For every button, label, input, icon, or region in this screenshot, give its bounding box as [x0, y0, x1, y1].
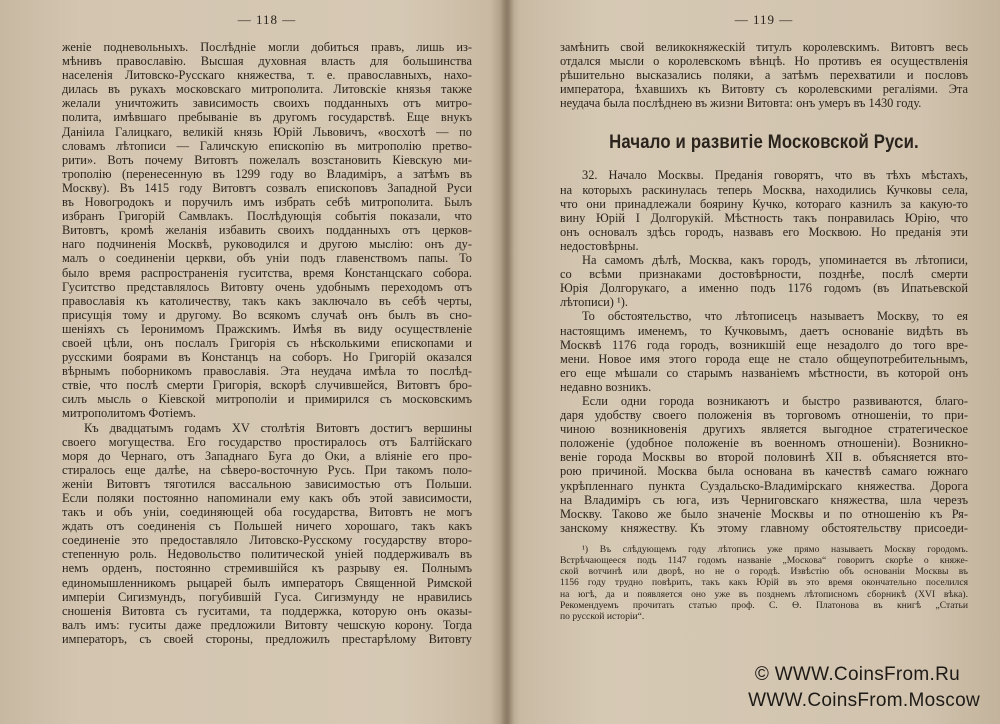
text-line: моря до Чернаго, отъ Западнаго Буга до Оки, а вліяніе его про-: [62, 448, 472, 463]
text-line: по русской исторіи“.: [560, 611, 645, 623]
text-line: Москву. Таково же было значеніе Москвы и по отношенію къ Ря-: [560, 506, 968, 521]
text-line: женіи Витовтъ тяготился вассальною зависимостью отъ Польши.: [62, 476, 472, 491]
text-line: его еще мѣшали со старымъ названіемъ мѣстности, въ которой онъ: [560, 365, 968, 380]
text-line: недостовѣрны.: [560, 238, 639, 253]
text-line: мѣнивъ православію. Высшая духовная власть для большинства: [62, 54, 472, 69]
text-line: рѣшительно высказались поляки, а затѣмъ перехватили и пословъ: [560, 68, 968, 83]
text-line: положеніе (удобное положеніе въ военномъ отношеніи). Возникно-: [560, 436, 968, 451]
text-line: желали уничтожить зависимость своихъ подданныхъ отъ митро-: [62, 96, 472, 111]
text-line: занскому княжеству. Къ этому главному обстоятельству присоеди-: [560, 520, 968, 535]
text-line: 1156 году трудно повѣрить, такъ какъ Юрій въ это время окончательно поселился: [560, 577, 968, 589]
text-line: императоръ, съ своей стороны, предложилъ престарѣлому Витовту: [62, 631, 472, 646]
text-line: словамъ лѣтописи — Галичскую епископію въ митрополію претво-: [62, 138, 472, 153]
text-line: на которыхъ раскинулась теперь Москва, находились Кучковы села,: [560, 182, 968, 197]
text-line: своего могущества. Его государство простиралось отъ Балтійскаго: [62, 434, 472, 449]
text-line: Даніила Галицкаго, великій князь Юрій Львовичъ, «восхотѣ — по: [62, 124, 472, 139]
text-line: императора, ѣхавшихъ къ Витовту съ королевскими регаліями. Эта: [560, 82, 968, 97]
right-page-intro-text: [560, 40, 968, 110]
text-line: степенную роль. Недовольство политической уніей поддерживалъ въ: [62, 547, 472, 562]
text-line: лѣтописи) ¹).: [560, 295, 628, 310]
text-line: онъ основалъ здѣсь городъ, назвавъ его Москвою. Но преданія эти: [560, 224, 968, 239]
text-line: дилась въ рукахъ московскаго митрополита. Литовскіе князья также: [62, 82, 472, 97]
text-line: Къ двадцатымъ годамъ XV столѣтія Витовтъ достигъ вершины: [84, 420, 472, 435]
text-line: недавно возникъ.: [560, 379, 652, 394]
text-line: на югѣ, да и появляется оно уже въ позднемъ лѣтописномъ сборникѣ (XVI вѣка).: [560, 588, 968, 600]
text-line: Витовтъ, кромѣ желанія избавить своихъ подданныхъ отъ церков-: [62, 223, 472, 238]
text-line: сношенія Витовта съ гуситами, та поддержка, которую онъ оказы-: [62, 603, 472, 618]
left-page-number: — 118 —: [237, 12, 297, 27]
text-line: Гуситство представлялось Витовту очень удобнымъ переходомъ отъ: [62, 279, 472, 294]
right-page-number: — 119 —: [734, 12, 794, 27]
text-line: Москву). Въ 1415 году Витовтъ созвалъ епископовъ Западной Руси: [62, 180, 472, 195]
text-line: отдался мысли о королевскомъ вѣнцѣ. Но противъ ея осуществленія: [560, 54, 968, 69]
text-line: валъ имъ: гуситы даже предложили Витовту чешскую корону. Тогда: [62, 617, 472, 632]
text-line: ¹) Въ слѣдующемъ году лѣтопись уже прямо называетъ Москву городомъ.: [582, 543, 968, 555]
book-gutter: [500, 0, 514, 724]
text-line: единомышленникомъ рыцарей былъ императоръ Священной Римской: [62, 575, 472, 590]
right-page: [560, 12, 968, 712]
text-line: было время распространенія гуситства, время Констанцскаго собора.: [62, 265, 472, 280]
right-page-body-text: [560, 168, 968, 534]
text-line: вѣрнымъ поборникомъ православія. Эта неудача имѣла то послѣд-: [62, 364, 472, 379]
footnote: [560, 543, 968, 622]
text-line: укрѣпленнаго пункта Суздальско-Владимірскаго княжества. Дорога: [560, 478, 968, 493]
text-line: что они принадлежали боярину Кучко, котораго казнилъ за какую-то: [560, 196, 968, 211]
text-line: На самомъ дѣлѣ, Москва, какъ городъ, упоминается въ лѣтописи,: [582, 253, 968, 268]
text-line: неудача была послѣднею въ жизни Витовта: онъ умеръ въ 1430 году.: [560, 96, 922, 111]
text-line: Встрѣчающееся подъ 1147 годомъ названіе „Москова“ говоритъ скорѣе о княже-: [560, 555, 968, 567]
text-line: рити». Вотъ почему Витовтъ пожелалъ возстановить Кіевскую ми-: [62, 152, 472, 167]
text-line: чиною возникновенія другихъ является выгодное стратегическое: [560, 422, 968, 437]
text-line: ской вотчинѣ или дворѣ, но не о городѣ. Извѣстію объ основаніи Москвы въ: [560, 566, 968, 578]
text-line: со всѣми признаками достовѣрности, позднѣе, послѣ смерти: [560, 267, 968, 282]
text-line: настоящимъ именемъ, то Кучковымъ, даетъ основаніе видѣть въ: [560, 323, 968, 338]
text-line: Если поляки постоянно напоминали ему какъ объ этой зависимости,: [62, 491, 472, 505]
text-line: немъ орденъ, постоянно стремившійся къ разрыву ея. Полнымъ: [62, 561, 472, 576]
text-line: въ Новогродокъ и поручилъ имъ избрать себѣ митрополита. Былъ: [62, 195, 472, 210]
text-line: женіе подневольныхъ. Послѣдніе могли добиться правъ, лишь из-: [62, 40, 472, 54]
text-line: Если одни города возникаютъ и быстро развиваются, благо-: [582, 393, 968, 408]
text-line: мени. Новое имя этого города еще не стало общеупотребительнымъ,: [560, 351, 968, 366]
text-line: замѣнить свой великокняжескій титулъ королевскимъ. Витовтъ весь: [560, 40, 968, 54]
text-line: силъ мысль о Кіевской митрополіи и примирился съ московскимъ: [62, 392, 472, 407]
text-line: митрополитомъ Фотіемъ.: [62, 406, 196, 421]
text-line: рою причиной. Москва была основана въ качествѣ самаго южнаго: [560, 464, 968, 479]
text-line: такъ и объ уніи, соединяющей оба государства, Витовтъ не могъ: [62, 505, 472, 520]
text-line: наго подчиненія Москвѣ, руководился и другою мыслію: онъ ду-: [62, 237, 472, 252]
text-line: соединеніе это предоставляло Литовско-Русскому государству второ-: [62, 533, 472, 548]
text-line: малъ о соединеніи церкви, объ уніи подъ главенствомъ папы. То: [62, 251, 472, 266]
text-line: полита, имѣвшаго пребываніе въ другомъ государствѣ. Еще внукъ: [62, 110, 472, 125]
text-line: Рекомендуемъ прочитать статью проф. С. Ѳ. Платонова въ книгѣ „Статьи: [560, 599, 968, 611]
text-line: своей цѣли, онъ послалъ Григорія съ нѣсколькими епископами и: [62, 335, 472, 350]
text-line: даря удобству своего положенія въ торговомъ отношеніи, то при-: [560, 408, 968, 423]
text-line: Москвѣ 1176 года городъ, возникшій еще незадолго до того вре-: [560, 337, 968, 352]
text-line: православія къ католичеству, такъ какъ заключало въ себѣ черты,: [62, 293, 472, 308]
text-line: ствіе, что послѣ смерти Григорія, вскорѣ случившейся, Витовтъ бро-: [62, 378, 472, 393]
text-line: ждать отъ соединенія съ Польшей ничего хорошаго, такъ какъ: [62, 519, 472, 534]
text-line: веніе города Москвы во второй половинѣ XII в. объясняется вто-: [560, 450, 968, 465]
text-line: стиралось еще далѣе, на сѣверо-восточную Русь. При такомъ поло-: [62, 462, 472, 477]
text-line: на Владиміръ съ юга, изъ Черниговскаго княжества, шла черезъ: [560, 492, 968, 507]
watermark-coinsfrom-moscow: WWW.CoinsFrom.Moscow: [748, 690, 980, 711]
text-line: То обстоятельство, что лѣтописецъ называетъ Москву, то ея: [582, 309, 968, 324]
text-line: 32. Начало Москвы. Преданія говорятъ, что въ тѣхъ мѣстахъ,: [582, 168, 968, 183]
text-line: имперіи Сигизмундъ, погубившій Гуса. Сигизмунду не нравились: [62, 589, 472, 604]
left-page-text: [62, 40, 472, 646]
text-line: населенія Литовско-Русскаго княжества, т. е. православныхъ, нахо-: [62, 68, 472, 83]
left-page: [62, 12, 472, 712]
text-line: русскими боярами въ Констанцъ на соборъ. Но Григорій оказался: [62, 350, 472, 365]
watermark-coinsfrom-ru: © WWW.CoinsFrom.Ru: [754, 664, 960, 685]
text-line: Юрія Долгорукаго, а именно подъ 1176 годомъ (въ Ипатьевской: [560, 281, 968, 296]
text-line: избранъ Григорій Самвлакъ. Послѣдующія событія показали, что: [62, 209, 472, 224]
section-heading: Начало и развитіе Московской Руси.: [609, 132, 919, 154]
text-line: трополію (перенесенную въ 1299 году во Владиміръ, а затѣмъ въ: [62, 166, 472, 181]
text-line: присущія тому и другому. Во всякомъ случаѣ онъ былъ въ сно-: [62, 307, 472, 322]
text-line: вину Юрій I Долгорукій. Мѣстность такъ понравилась Юрію, что: [560, 210, 968, 225]
text-line: шеніяхъ съ Іеронимомъ Пражскимъ. Имѣя въ виду осуществленіе: [62, 321, 472, 336]
